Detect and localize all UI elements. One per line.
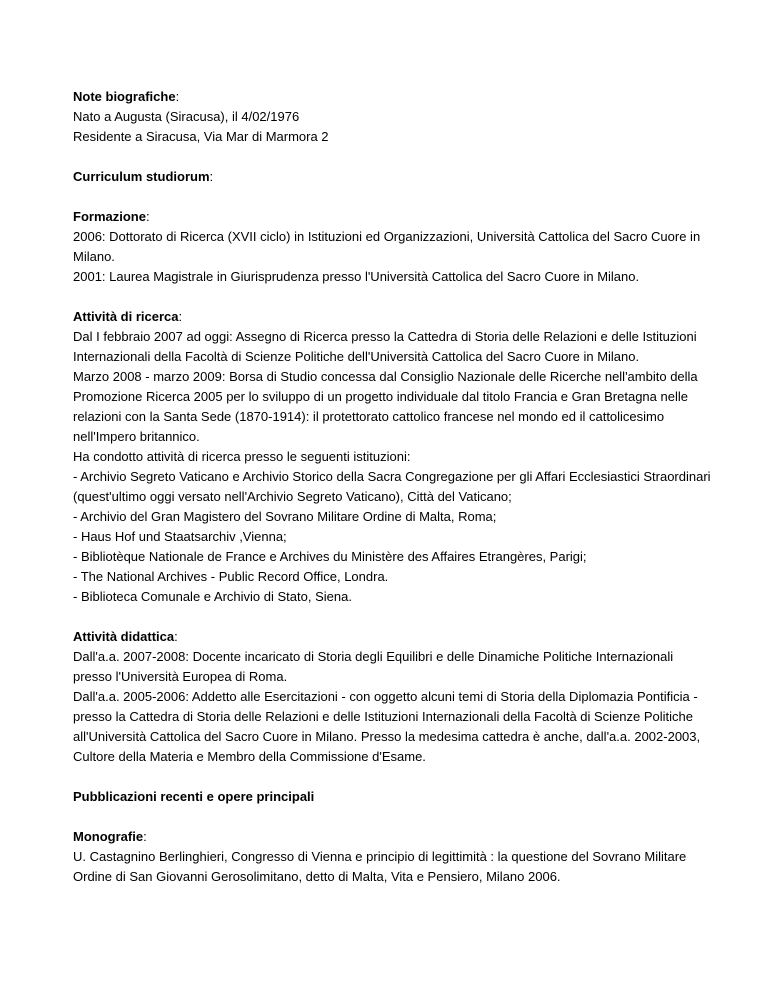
ricerca-line: - Biblioteca Comunale e Archivio di Stato, Siena. [73, 589, 352, 604]
section-pubblicazioni [73, 787, 713, 807]
ricerca-line: - Haus Hof und Staatsarchiv ,Vienna; [73, 529, 287, 544]
formazione-heading: Formazione: [73, 209, 150, 224]
ricerca-line: - The National Archives - Public Record Office, Londra. [73, 569, 389, 584]
bio-line: Residente a Siracusa, Via Mar di Marmora 2 [73, 129, 329, 144]
bio-heading: Note biografiche: [73, 89, 180, 104]
section-curriculum [73, 167, 713, 187]
section-bio [73, 87, 713, 147]
ricerca-line: Marzo 2008 - marzo 2009: Borsa di Studio concessa dal Consiglio Nazionale delle Ricerche nell'ambito della Promozione Ricerca 2005 per lo sviluppo di un progetto individuale dal titolo Francia e Gran Bretagna nelle relazioni con la Santa Sede (1870-1914): il protettorato cattolico francese nel mondo ed il cattolicesimo nell'Impero britannico. [73, 369, 698, 444]
ricerca-line: Dal I febbraio 2007 ad oggi: Assegno di Ricerca presso la Cattedra di Storia delle Relazioni e delle Istituzioni Internazionali della Facoltà di Scienze Politiche dell'Università Cattolica del Sacro Cuore in Milano. [73, 329, 697, 364]
formazione-line: 2006: Dottorato di Ricerca (XVII ciclo) in Istituzioni ed Organizzazioni, Università Cattolica del Sacro Cuore in Milano. [73, 229, 701, 264]
document-page [73, 87, 713, 907]
section-formazione [73, 207, 713, 287]
ricerca-line: - Archivio del Gran Magistero del Sovrano Militare Ordine di Malta, Roma; [73, 509, 497, 524]
section-didattica [73, 627, 713, 767]
ricerca-heading: Attività di ricerca: [73, 309, 183, 324]
section-monografie [73, 827, 713, 887]
section-ricerca [73, 307, 713, 607]
didattica-line: Dall'a.a. 2007-2008: Docente incaricato di Storia degli Equilibri e delle Dinamiche Politiche Internazionali presso l'Università Europea di Roma. [73, 649, 674, 684]
bio-line: Nato a Augusta (Siracusa), il 4/02/1976 [73, 109, 300, 124]
ricerca-line: - Archivio Segreto Vaticano e Archivio Storico della Sacra Congregazione per gli Affari Ecclesiastici Straordinari (quest'ultimo oggi versato nell'Archivio Segreto Vaticano), Città del Vaticano; [73, 469, 711, 504]
monografie-heading: Monografie: [73, 829, 147, 844]
didattica-heading: Attività didattica: [73, 629, 178, 644]
pubblicazioni-heading: Pubblicazioni recenti e opere principali [73, 789, 315, 804]
curriculum-heading: Curriculum studiorum: [73, 169, 214, 184]
ricerca-line: - Bibliotèque Nationale de France e Archives du Ministère des Affaires Etrangères, Parigi; [73, 549, 587, 564]
ricerca-line: Ha condotto attività di ricerca presso le seguenti istituzioni: [73, 449, 411, 464]
monografie-line: U. Castagnino Berlinghieri, Congresso di Vienna e principio di legittimità : la questione del Sovrano Militare Ordine di San Giovanni Gerosolimitano, detto di Malta, Vita e Pensiero, Milano 2006. [73, 849, 687, 884]
formazione-line: 2001: Laurea Magistrale in Giurisprudenza presso l'Università Cattolica del Sacro Cuore in Milano. [73, 269, 640, 284]
didattica-line: Dall'a.a. 2005-2006: Addetto alle Esercitazioni - con oggetto alcuni temi di Storia della Diplomazia Pontificia - presso la Cattedra di Storia delle Relazioni e delle Istituzioni Internazionali della Facoltà di Scienze Politiche all'Università Cattolica del Sacro Cuore in Milano. Presso la medesima cattedra è anche, dall'a.a. 2002-2003, Cultore della Materia e Membro della Commissione d'Esame. [73, 689, 701, 764]
